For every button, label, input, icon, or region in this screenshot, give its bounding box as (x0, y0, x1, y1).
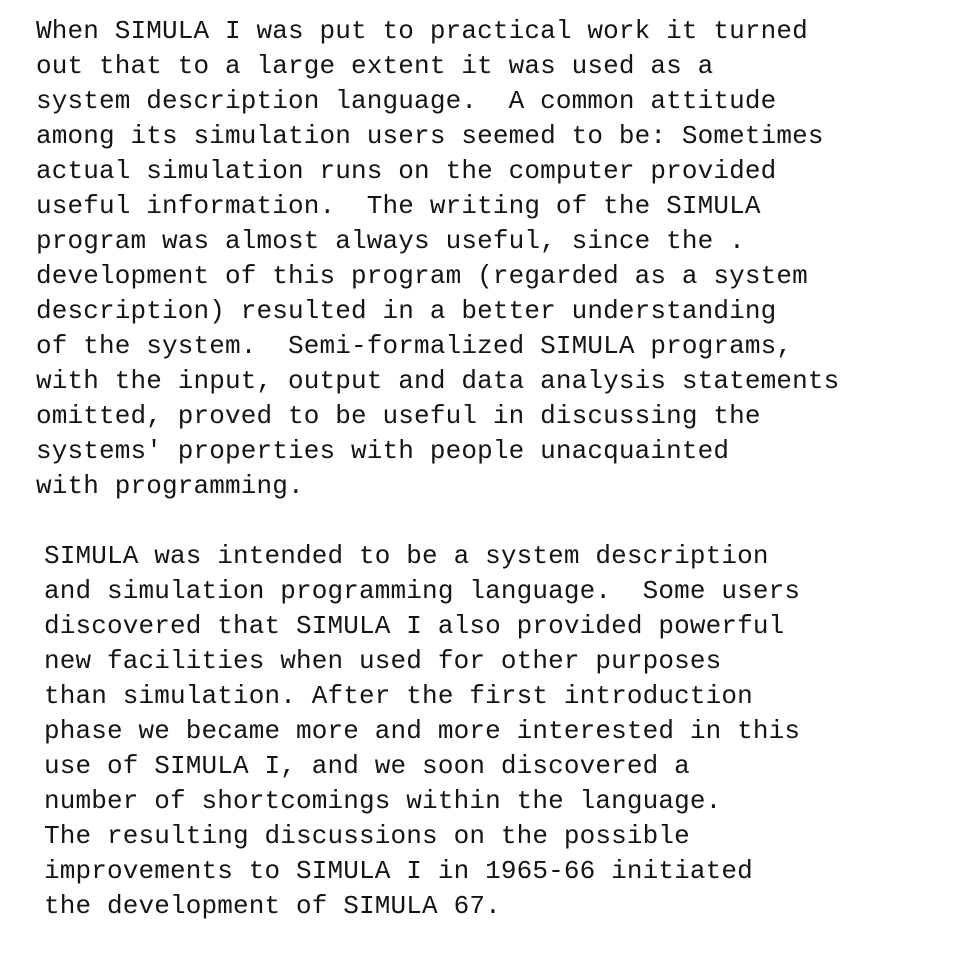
text-line: out that to a large extent it was used as a (36, 51, 714, 81)
text-line: program was almost always useful, since the . (36, 226, 745, 256)
text-line: of the system. Semi-formalized SIMULA programs, (36, 331, 793, 361)
paragraph-2 (44, 539, 800, 924)
text-line: phase we became more and more interested in this (44, 716, 801, 746)
text-line: systems' properties with people unacquainted (36, 436, 730, 466)
text-line: The resulting discussions on the possible (44, 821, 690, 851)
text-line: with programming. (36, 471, 304, 501)
text-line: system description language. A common attitude (36, 86, 777, 116)
text-line: omitted, proved to be useful in discussing the (36, 401, 761, 431)
text-line: new facilities when used for other purposes (44, 646, 722, 676)
text-line: development of this program (regarded as a system (36, 261, 808, 291)
paragraph-1 (36, 14, 839, 504)
text-line: useful information. The writing of the SIMULA (36, 191, 761, 221)
text-line: with the input, output and data analysis statements (36, 366, 840, 396)
text-line: among its simulation users seemed to be: Sometimes (36, 121, 824, 151)
text-line: than simulation. After the first introduction (44, 681, 753, 711)
text-line: When SIMULA I was put to practical work it turned (36, 16, 808, 46)
text-line: description) resulted in a better understanding (36, 296, 777, 326)
text-line: use of SIMULA I, and we soon discovered a (44, 751, 690, 781)
text-line: and simulation programming language. Some users (44, 576, 801, 606)
text-line: the development of SIMULA 67. (44, 891, 501, 921)
text-line: discovered that SIMULA I also provided powerful (44, 611, 785, 641)
text-line: actual simulation runs on the computer provided (36, 156, 777, 186)
text-line: SIMULA was intended to be a system description (44, 541, 769, 571)
text-line: number of shortcomings within the language. (44, 786, 722, 816)
text-line: improvements to SIMULA I in 1965-66 initiated (44, 856, 753, 886)
